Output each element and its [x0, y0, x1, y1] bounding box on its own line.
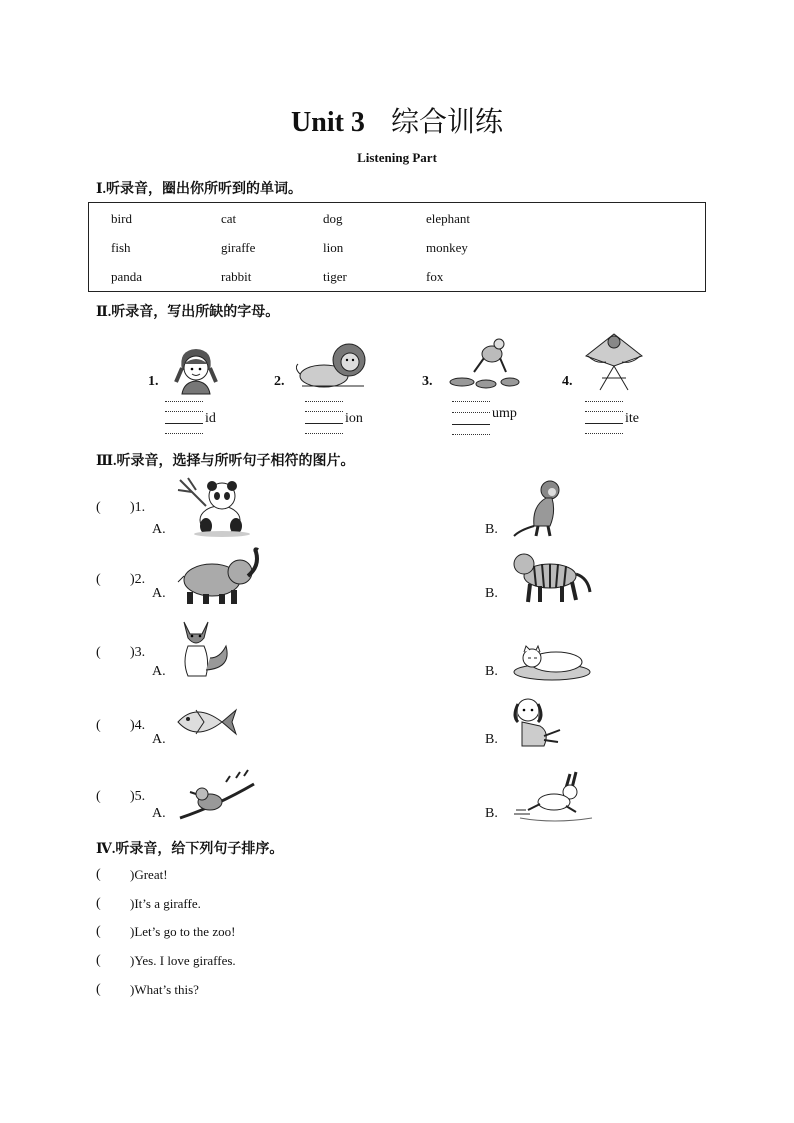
page-title — [0, 100, 794, 140]
item-number: )3. — [130, 645, 146, 660]
title-en: Unit 3 — [291, 107, 365, 138]
title-cn: 综合训练 — [390, 107, 503, 138]
word-suffix: ump — [492, 406, 517, 421]
answer-blank[interactable] — [452, 412, 490, 425]
word: lion — [323, 240, 344, 255]
word: rabbit — [221, 269, 252, 284]
sentence-item: )What’s this? — [130, 982, 199, 997]
section2-heading: Ⅱ.听录音，写出所缺的字母。 — [96, 305, 280, 320]
item-number: 4. — [562, 374, 573, 389]
item-number: 1. — [148, 374, 159, 389]
option-b-label: B. — [485, 806, 498, 821]
paren-open: ( — [96, 982, 101, 997]
item-number: 3. — [422, 374, 433, 389]
tiger-icon[interactable] — [510, 548, 592, 606]
paren-open: ( — [96, 572, 101, 587]
kite-icon — [582, 330, 646, 398]
item-number: )5. — [130, 789, 146, 804]
option-a-label: A. — [152, 522, 166, 537]
dot-line — [305, 401, 343, 402]
lion-icon — [294, 338, 370, 392]
item-number: )4. — [130, 718, 146, 733]
word: bird — [111, 211, 132, 226]
option-b-label: B. — [485, 732, 498, 747]
word-suffix: ite — [625, 411, 639, 426]
cat-icon[interactable] — [510, 642, 594, 682]
dot-line — [585, 433, 623, 434]
paren-open: ( — [96, 896, 101, 911]
fish-icon[interactable] — [176, 702, 238, 742]
option-a-label: A. — [152, 586, 166, 601]
dot-line — [165, 401, 203, 402]
word: fox — [426, 269, 444, 284]
option-a-label: A. — [152, 664, 166, 679]
dot-line — [452, 401, 490, 402]
item-number: 2. — [274, 374, 285, 389]
answer-blank[interactable] — [165, 411, 203, 424]
word: giraffe — [221, 240, 256, 255]
sentence-item: )Great! — [130, 867, 168, 882]
option-a-label: A. — [152, 806, 166, 821]
monkey-icon[interactable] — [510, 478, 568, 540]
dot-line — [165, 433, 203, 434]
page-subtitle: Listening Part — [357, 150, 437, 165]
dot-line — [452, 434, 490, 435]
item-number: )1. — [130, 500, 146, 515]
option-b-label: B. — [485, 664, 498, 679]
rabbit-icon[interactable] — [510, 770, 596, 824]
option-b-label: B. — [485, 522, 498, 537]
sentence-item: )Yes. I love giraffes. — [130, 953, 236, 968]
paren-open: ( — [96, 718, 101, 733]
section4-heading: Ⅳ.听录音，给下列句子排序。 — [96, 842, 284, 857]
word: fish — [111, 240, 131, 255]
sentence-item: )Let’s go to the zoo! — [130, 924, 236, 939]
girl-icon — [168, 344, 224, 396]
word: dog — [323, 211, 343, 226]
word: cat — [221, 211, 237, 226]
paren-open: ( — [96, 924, 101, 939]
dog-icon[interactable] — [510, 696, 566, 752]
word: elephant — [426, 211, 471, 226]
section1-heading: Ⅰ.听录音，圈出你所听到的单词。 — [96, 182, 303, 197]
option-a-label: A. — [152, 732, 166, 747]
answer-blank[interactable] — [305, 411, 343, 424]
paren-open: ( — [96, 953, 101, 968]
paren-open: ( — [96, 645, 101, 660]
section3-heading: Ⅲ.听录音，选择与所听句子相符的图片。 — [96, 454, 355, 469]
word: tiger — [323, 269, 347, 284]
word: monkey — [426, 240, 468, 255]
sentence-item: )It’s a giraffe. — [130, 896, 201, 911]
bird-icon[interactable] — [176, 768, 256, 824]
fox-icon[interactable] — [176, 618, 236, 680]
panda-icon[interactable] — [176, 476, 254, 538]
word: panda — [111, 269, 143, 284]
dot-line — [305, 433, 343, 434]
paren-open: ( — [96, 867, 101, 882]
item-number: )2. — [130, 572, 146, 587]
word-box — [88, 202, 706, 292]
answer-blank[interactable] — [585, 411, 623, 424]
option-b-label: B. — [485, 586, 498, 601]
paren-open: ( — [96, 500, 101, 515]
dot-line — [585, 401, 623, 402]
elephant-icon[interactable] — [176, 546, 262, 608]
word-suffix: id — [205, 411, 216, 426]
frog-icon — [444, 332, 524, 392]
word-suffix: ion — [345, 411, 363, 426]
paren-open: ( — [96, 789, 101, 804]
